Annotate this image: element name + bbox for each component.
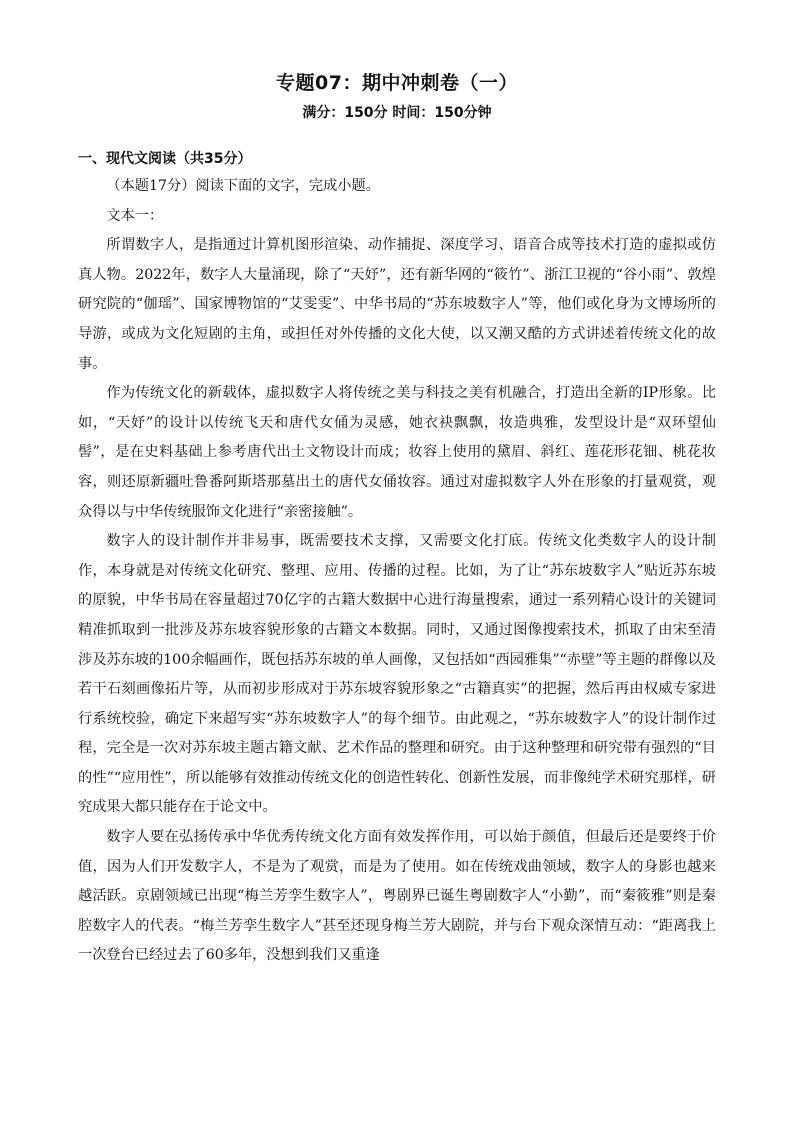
paragraph: 数字人要在弘扬传承中华优秀传统文化方面有效发挥作用，可以始于颜值，但最后还是要终于价值，因为人们开发数字人，不是为了观赏，而是为了使用。如在传统戏曲领域，数字人的身影也越来越活跃。京剧领域已出现“梅兰芳孪生数字人”，粤剧界已诞生粤剧数字人“小勤”，而“秦筱雅”则是秦腔数字人的代表。“梅兰芳孪生数字人”甚至还现身梅兰芳大剧院，并与台下观众深情互动：“距离我上一次登台已经过去了60多年，没想到我们又重逢 xyxy=(78,829,716,964)
page-title: 专题07：期中冲刺卷（一） xyxy=(276,72,518,94)
page-subtitle: 满分：150分 时间：150分钟 xyxy=(302,105,492,121)
paragraph: 作为传统文化的新载体，虚拟数字人将传统之美与科技之美有机融合，打造出全新的IP形象。比如，“天妤”的设计以传统飞天和唐代女俑为灵感，她衣袂飘飘，妆造典雅，发型设计是“双环望仙髻”，是在史料基础上参考唐代出土文物设计而成；妆容上使用的黛眉、斜红、莲花形花钿、桃花妆容，则还原新疆吐鲁番阿斯塔那墓出土的唐代女俑妆容。通过对虚拟数字人外在形象的打量观赏，观众得以与中华传统服饰文化进行“亲密接触”。 xyxy=(78,385,716,520)
paragraph: 数字人的设计制作并非易事，既需要技术支撑，又需要文化打底。传统文化类数字人的设计制作，本身就是对传统文化研究、整理、应用、传播的过程。比如，为了让“苏东坡数字人”贴近苏东坡的原貌，中华书局在容量超过70亿字的古籍大数据中心进行海量搜索，通过一系列精心设计的关键词精准抓取到一批涉及苏东坡容貌形象的古籍文本数据。同时，又通过图像搜索技术，抓取了由宋至清涉及苏东坡的100余幅画作，既包括苏东坡的单人画像，又包括如“西园雅集”“赤壁”等主题的群像以及若干石刻画像拓片等，从而初步形成对于苏东坡容貌形象之“古籍真实”的把握，然后再由权威专家进行系统校验，确定下来超写实“苏东坡数字人”的每个细节。由此观之，“苏东坡数字人”的设计制作过程，完全是一次对苏东坡主题古籍文献、艺术作品的整理和研究。由于这种整理和研究带有强烈的“目的性”“应用性”，所以能够有效推动传统文化的创造性转化、创新性发展，而非像纯学术研究那样，研究成果大都只能存在于论文中。 xyxy=(78,533,716,816)
section-heading: 一、现代文阅读（共35分） xyxy=(78,151,252,167)
question-intro: （本题17分）阅读下面的文字，完成小题。 xyxy=(106,178,380,194)
paragraph: 所谓数字人，是指通过计算机图形渲染、动作捕捉、深度学习、语音合成等技术打造的虚拟或仿真人物。2022年，数字人大量涌现，除了“天妤”，还有新华网的“筱竹”、浙江卫视的“谷小雨”、敦煌研究院的“伽瑶”、国家博物馆的“艾雯雯”、中华书局的“苏东坡数字人”等，他们或化身为文博场所的导游，或成为文化短剧的主角，或担任对外传播的文化大使，以又潮又酷的方式讲述着传统文化的故事。 xyxy=(78,237,716,372)
document-page xyxy=(78,64,716,971)
text-label: 文本一： xyxy=(106,207,164,224)
